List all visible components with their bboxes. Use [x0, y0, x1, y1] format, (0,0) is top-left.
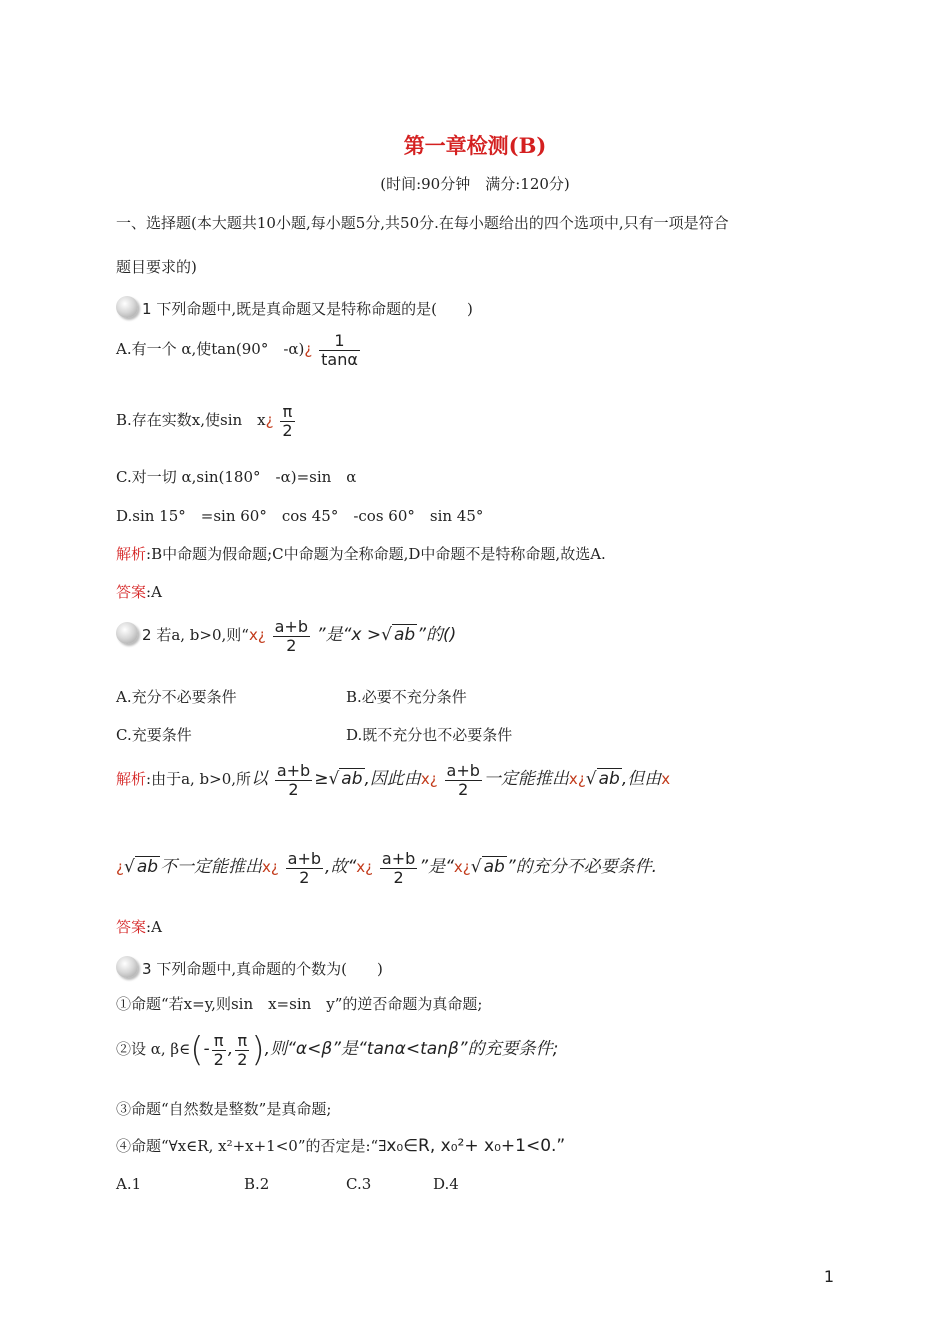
section-heading-line2: 题目要求的): [116, 258, 197, 276]
square-root: √ ab: [585, 769, 620, 790]
denominator: 2: [237, 1049, 248, 1069]
square-root: √ ab: [328, 769, 363, 790]
analysis-text: 以: [251, 769, 269, 790]
variable-x: x: [568, 770, 578, 789]
analysis-text: 不一定能推出: [160, 857, 263, 878]
statement-text: ④命题“∀x∈R, x²+x+1<0”的否定是:“∃: [116, 1137, 387, 1155]
question-number: 2: [142, 626, 152, 645]
missing-glyph: ¿: [257, 626, 266, 645]
stem-text: 若a, b>0,则“: [156, 626, 249, 645]
q1-option-c: C.对一切 α,sin(180° -α)=sin α: [116, 468, 357, 486]
denominator: tanα: [321, 349, 358, 369]
numerator: π: [235, 1032, 249, 1051]
denominator: 2: [282, 420, 293, 440]
option-text: A.有一个 α,使tan(90° -α): [116, 340, 305, 359]
numerator: a+b: [276, 761, 311, 780]
question-marker-icon: [116, 296, 138, 318]
fraction: [319, 332, 360, 368]
fraction: [280, 403, 294, 439]
question-number: 3: [142, 960, 152, 978]
denominator: 2: [458, 779, 469, 799]
missing-glyph: ¿: [365, 858, 374, 877]
square-root: √ ab: [470, 857, 505, 878]
answer-label: 答案: [116, 583, 147, 601]
q1-option-d: D.sin 15° =sin 60° cos 45° -cos 60° sin 45°: [116, 507, 484, 525]
numerator: π: [280, 403, 294, 422]
q2-analysis-line1: [116, 762, 670, 798]
missing-glyph: ¿: [265, 411, 274, 430]
numerator: a+b: [381, 849, 416, 868]
missing-glyph: ¿: [577, 770, 586, 789]
question-marker-icon: [116, 622, 138, 644]
missing-glyph: ¿: [270, 858, 279, 877]
q3-statement-2: [116, 1030, 558, 1070]
question-marker-icon: [116, 956, 138, 978]
q2-analysis-line2: [116, 850, 657, 886]
q2-option-b: B.必要不充分条件: [346, 688, 467, 706]
question-text: 下列命题中,既是真命题又是特称命题的是( ): [156, 300, 473, 318]
numerator: π: [212, 1032, 226, 1051]
q3-option-a: A.1: [116, 1175, 142, 1193]
radicand: ab: [598, 769, 620, 790]
answer-label: 答案: [116, 918, 147, 936]
option-text: B.存在实数x,使sin x: [116, 411, 266, 430]
radicand: ab: [483, 857, 505, 878]
analysis-text: :B中命题为假命题;C中命题为全称命题,D中命题不是特称命题,故选A.: [146, 545, 606, 563]
missing-glyph: ¿: [462, 858, 471, 877]
q3-option-b: B.2: [244, 1175, 270, 1193]
analysis-text: :由于a, b>0,所: [146, 770, 252, 789]
analysis-text: ,但由: [621, 769, 662, 790]
question-text: 下列命题中,真命题的个数为( ): [156, 960, 383, 978]
numerator: a+b: [274, 617, 308, 636]
minus-sign: -: [203, 1039, 210, 1059]
q1-analysis: [116, 543, 606, 564]
page-number: 1: [823, 1267, 834, 1286]
variable-x: x: [453, 858, 463, 877]
q3-statement-3: ③命题“自然数是整数”是真命题;: [116, 1100, 332, 1118]
page-subtitle: (时间:90分钟 满分:120分): [380, 175, 570, 193]
denominator: 2: [213, 1049, 224, 1069]
open-paren: (: [190, 1030, 204, 1070]
variable-x: x: [262, 858, 271, 877]
section-heading-line1: 一、选择题(本大题共10小题,每小题5分,共50分.在每小题给出的四个选项中,只有一项是符合: [116, 214, 729, 232]
fraction: [273, 618, 310, 654]
fraction: [235, 1032, 249, 1068]
close-paren: ): [251, 1030, 265, 1070]
radicand: ab: [393, 625, 416, 646]
variable-x: x: [420, 770, 430, 789]
missing-glyph: ¿: [116, 858, 124, 877]
q1-option-a: [116, 332, 362, 368]
missing-glyph: ¿: [429, 770, 438, 789]
page-title: 第一章检测(B): [403, 133, 547, 158]
statement-text: ,则“α<β”是“tanα<tanβ”的充要条件;: [264, 1039, 559, 1059]
q2-option-d: D.既不充分也不必要条件: [346, 726, 513, 744]
q3-option-d: D.4: [433, 1175, 459, 1193]
analysis-label: 解析: [116, 770, 147, 789]
statement-text: x₀∈R, x₀²+ x₀+1<0.”: [386, 1136, 566, 1156]
analysis-label: 解析: [116, 545, 147, 563]
numerator: a+b: [446, 761, 480, 780]
variable-x: x: [661, 770, 671, 789]
missing-glyph: ¿: [304, 340, 313, 359]
square-root: √ ab: [123, 857, 159, 878]
numerator: a+b: [287, 849, 322, 868]
analysis-text: ”是“: [419, 857, 454, 878]
radicand: ab: [136, 857, 159, 878]
q2-option-c: C.充要条件: [116, 726, 192, 744]
analysis-text: ,因此由: [364, 769, 421, 790]
question-3-stem: [116, 956, 383, 979]
fraction: [286, 850, 323, 886]
q2-answer: [116, 916, 162, 937]
geq-sign: ≥: [314, 769, 329, 790]
question-1-stem: [116, 296, 473, 319]
comma: ,: [227, 1039, 234, 1059]
variable-x: x: [248, 626, 258, 645]
q1-option-b: [116, 403, 297, 439]
fraction: [380, 850, 417, 886]
variable-x: x: [356, 858, 366, 877]
numerator: 1: [319, 332, 360, 351]
denominator: 2: [286, 635, 297, 655]
question-number: 1: [142, 300, 152, 318]
denominator: 2: [393, 867, 404, 887]
question-2-stem: [116, 618, 456, 654]
stem-text: ”的(): [417, 625, 457, 646]
denominator: 2: [288, 779, 299, 799]
square-root: √ ab: [381, 625, 416, 646]
analysis-text: ”的充分不必要条件.: [506, 857, 658, 878]
analysis-text: 一定能推出: [483, 769, 569, 790]
statement-text: ②设 α, β∈: [116, 1040, 191, 1058]
fraction: [275, 762, 312, 798]
q3-statement-4: [116, 1135, 565, 1156]
q3-statement-1: ①命题“若x=y,则sin x=sin y”的逆否命题为真命题;: [116, 995, 483, 1013]
answer-text: :A: [146, 918, 162, 936]
denominator: 2: [299, 867, 310, 887]
analysis-text: ,故“: [325, 857, 357, 878]
q3-option-c: C.3: [346, 1175, 372, 1193]
condition: x >: [351, 625, 382, 646]
fraction: [445, 762, 482, 798]
fraction: [212, 1032, 226, 1068]
q1-answer: [116, 581, 162, 602]
stem-text: ”是“: [316, 625, 352, 646]
answer-text: :A: [146, 583, 162, 601]
q2-option-a: A.充分不必要条件: [116, 688, 237, 706]
radicand: ab: [341, 769, 363, 790]
